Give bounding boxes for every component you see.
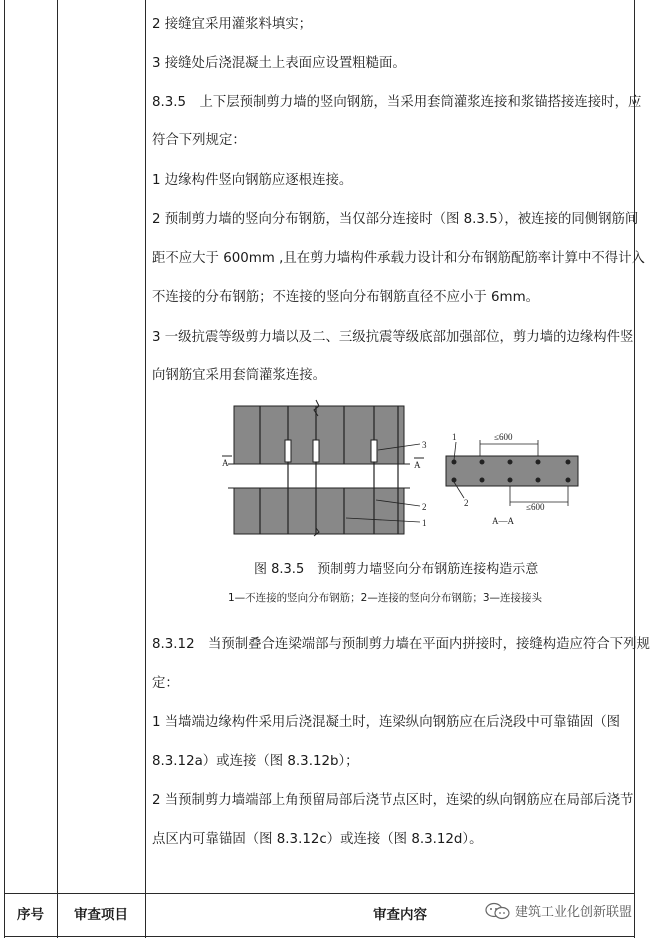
- svg-text:A: A: [222, 458, 229, 468]
- svg-text:1: 1: [422, 518, 427, 528]
- col-header-index: 序号: [17, 907, 44, 923]
- watermark: [485, 901, 632, 920]
- svg-text:A—A: A—A: [492, 516, 514, 526]
- table-border-left: [4, 0, 5, 938]
- para-2-grout: 2 接缝宜采用灌浆料填实；: [152, 17, 313, 32]
- svg-text:1: 1: [452, 432, 457, 442]
- table-bottom-border: [4, 936, 635, 937]
- table-divider-2: [145, 0, 146, 938]
- figure-legend: 1—不连接的竖向分布钢筋；2—连接的竖向分布钢筋；3—连接接头: [228, 592, 543, 604]
- para-3-rough: 3 接缝处后浇混凝土上表面应设置粗糙面。: [152, 56, 406, 71]
- clause-8-3-5: 8.3.5 上下层预制剪力墙的竖向钢筋，当采用套筒灌浆连接和浆锚搭接连接时，应 符合下列规定：: [152, 95, 642, 148]
- svg-text:3: 3: [422, 440, 427, 450]
- para-3-seismic: 3 一级抗震等级剪力墙以及二、三级抗震等级底部加强部位，剪力墙的边缘构件竖 向钢筋宜采用套筒灌浆连接。: [152, 330, 634, 383]
- section-view: [446, 432, 578, 526]
- rebar-connection-figure: [222, 398, 588, 538]
- para-2-distribution: 2 预制剪力墙的竖向分布钢筋，当仅部分连接时（图 8.3.5），被连接的同侧钢筋间 距不应大于 600mm ,且在剪力墙构件承载力设计和分布钢筋配筋率计算中不得计入 不连接的分布钢筋；不连接的竖向分布钢筋直径不应小于 6mm。: [152, 212, 645, 305]
- para-2-beam-joint: 2 当预制剪力墙端部上角预留局部后浇节点区时，连梁的纵向钢筋应在局部后浇节 点区内可靠锚固（图 8.3.12c）或连接（图 8.3.12d）。: [152, 793, 634, 847]
- elevation-view: [222, 400, 427, 536]
- col-header-content: 审查内容: [373, 907, 427, 923]
- wechat-icon: [485, 902, 511, 920]
- table-row-divider: [4, 893, 635, 894]
- table-divider-1: [57, 0, 58, 938]
- para-1-beam-anchor: 1 当墙端边缘构件采用后浇混凝土时，连梁纵向钢筋应在后浇段中可靠锚固（图 8.3.12a）或连接（图 8.3.12b）；: [152, 715, 621, 769]
- svg-text:A: A: [414, 460, 421, 470]
- svg-text:2: 2: [464, 498, 469, 508]
- para-1-edge: 1 边缘构件竖向钢筋应逐根连接。: [152, 173, 353, 188]
- watermark-text: 建筑工业化创新联盟: [514, 905, 632, 920]
- clause-8-3-12: 8.3.12 当预制叠合连梁端部与预制剪力墙在平面内拼接时，接缝构造应符合下列规 定：: [152, 637, 650, 691]
- col-header-item: 审查项目: [74, 907, 128, 923]
- svg-text:≤600: ≤600: [494, 432, 513, 442]
- svg-text:≤600: ≤600: [526, 502, 545, 512]
- figure-caption: 图 8.3.5 预制剪力墙竖向分布钢筋连接构造示意: [254, 562, 539, 577]
- svg-text:2: 2: [422, 502, 427, 512]
